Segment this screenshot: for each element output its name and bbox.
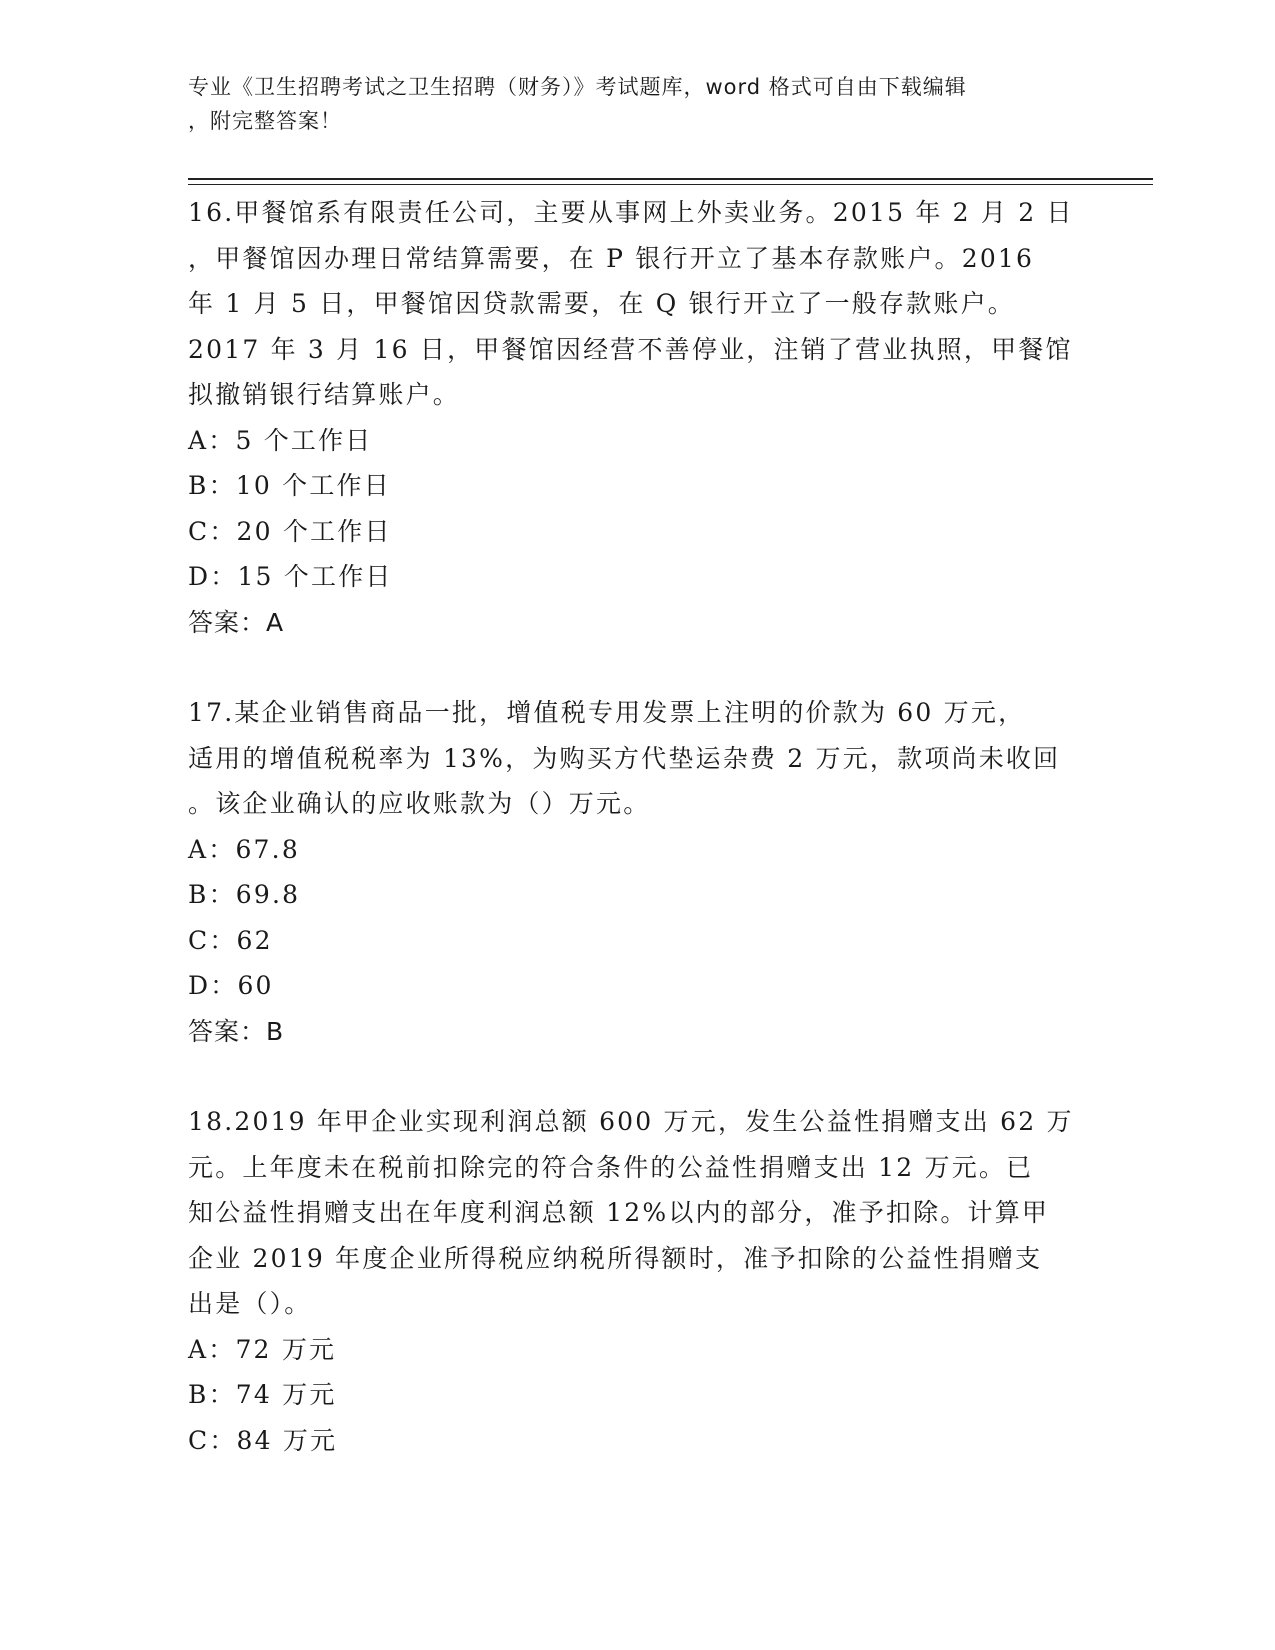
option-c: C：84 万元 xyxy=(188,1425,338,1455)
question-17 xyxy=(188,690,1088,1054)
question-line: 适用的增值税税率为 13%，为购买方代垫运杂费 2 万元，款项尚未收回 xyxy=(188,743,1061,773)
question-line: 拟撤销银行结算账户。 xyxy=(188,380,461,409)
header-divider-thick xyxy=(188,178,1153,180)
question-line: 年 1 月 5 日，甲餐馆因贷款需要，在 Q 银行开立了一般存款账户。 xyxy=(188,289,1015,318)
question-line: 18.2019 年甲企业实现利润总额 600 万元，发生公益性捐赠支出 62 万 xyxy=(188,1107,1074,1136)
option-a: A：67.8 xyxy=(188,834,300,864)
question-list xyxy=(188,190,1088,1463)
option-a: A：5 个工作日 xyxy=(188,425,373,455)
header-divider-thin xyxy=(188,184,1153,185)
answer-label: 答案：A xyxy=(188,607,285,637)
option-b: B：74 万元 xyxy=(188,1380,337,1409)
option-c: C：20 个工作日 xyxy=(188,516,392,546)
option-d: D：60 xyxy=(188,971,274,1000)
question-line: 企业 2019 年度企业所得税应纳税所得额时，准予扣除的公益性捐赠支 xyxy=(188,1243,1043,1273)
question-line: ，甲餐馆因办理日常结算需要，在 P 银行开立了基本存款账户。2016 xyxy=(188,243,1035,273)
question-line: 17.某企业销售商品一批，增值税专用发票上注明的价款为 60 万元， xyxy=(188,698,1026,727)
question-line: 。该企业确认的应收账款为（）万元。 xyxy=(188,789,651,818)
header-line-1: 专业《卫生招聘考试之卫生招聘（财务）》考试题库，word 格式可自由下载编辑 xyxy=(188,75,967,99)
option-d: D：15 个工作日 xyxy=(188,562,393,591)
question-text xyxy=(188,190,1088,418)
document-header xyxy=(188,70,1078,138)
option-b: B：69.8 xyxy=(188,880,301,909)
question-spacer xyxy=(188,1054,1088,1099)
answer-label: 答案：B xyxy=(188,1016,285,1046)
question-18 xyxy=(188,1099,1088,1463)
question-text xyxy=(188,1099,1088,1327)
question-line: 2017 年 3 月 16 日，甲餐馆因经营不善停业，注销了营业执照，甲餐馆 xyxy=(188,334,1073,364)
question-line: 出是（）。 xyxy=(188,1289,312,1318)
question-line: 16.甲餐馆系有限责任公司，主要从事网上外卖业务。2015 年 2 月 2 日 xyxy=(188,198,1074,227)
option-b: B：10 个工作日 xyxy=(188,471,391,500)
option-c: C：62 xyxy=(188,925,273,955)
question-16 xyxy=(188,190,1088,645)
question-line: 知公益性捐赠支出在年度利润总额 12%以内的部分，准予扣除。计算甲 xyxy=(188,1198,1050,1227)
question-spacer xyxy=(188,645,1088,690)
option-a: A：72 万元 xyxy=(188,1334,337,1364)
question-text xyxy=(188,690,1088,827)
header-line-2: ，附完整答案！ xyxy=(188,109,342,133)
question-line: 元。上年度未在税前扣除完的符合条件的公益性捐赠支出 12 万元。已 xyxy=(188,1152,1034,1182)
